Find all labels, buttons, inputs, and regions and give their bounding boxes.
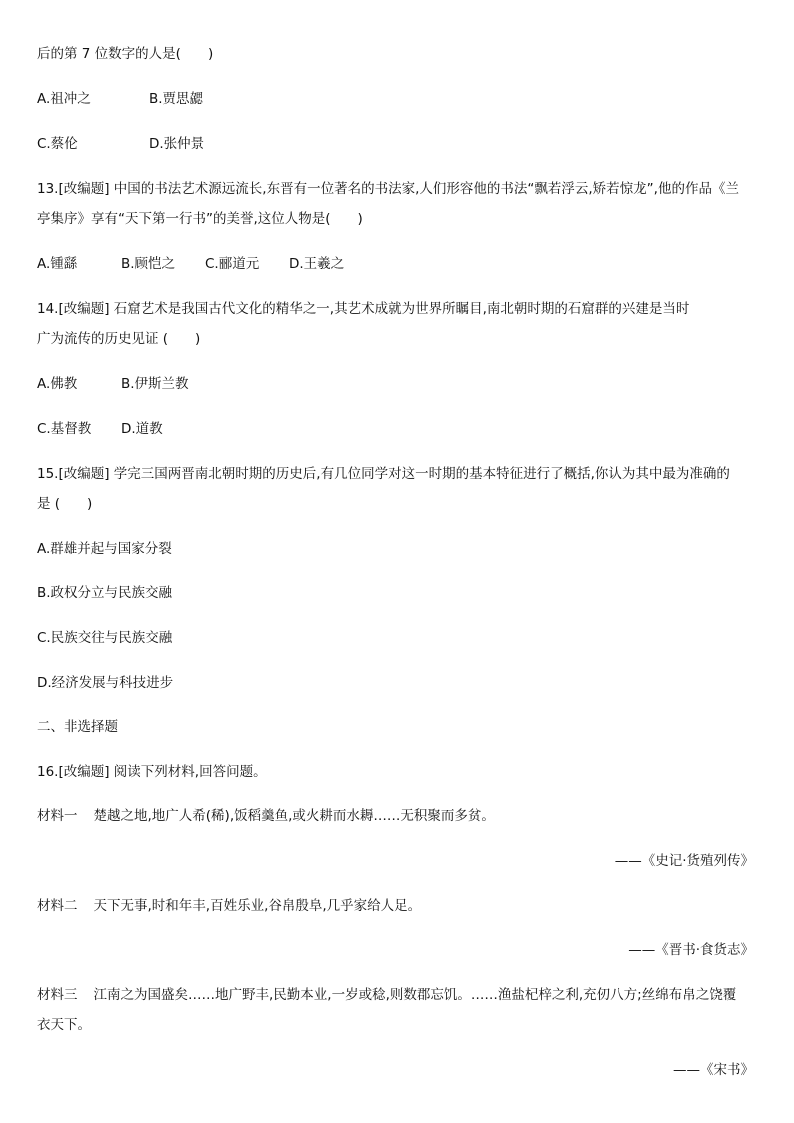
q15-stem-line1: 15.[改编题] 学完三国两晋南北朝时期的历史后,有几位同学对这一时期的基本特征进行了概括,你认为其中最为准确的 <box>37 466 730 482</box>
material-1 <box>37 807 495 825</box>
material-1-text: 楚越之地,地广人希(稀),饭稻羹鱼,或火耕而水耨……无积聚而多贫。 <box>93 808 495 824</box>
q15-option-b: B.政权分立与民族交融 <box>37 585 173 601</box>
material-2-text: 天下无事,时和年丰,百姓乐业,谷帛殷阜,几乎家给人足。 <box>93 898 422 914</box>
q13-stem-line2: 亭集序》享有“天下第一行书”的美誉,这位人物是( ) <box>37 211 363 227</box>
section-heading: 二、非选择题 <box>37 719 118 735</box>
material-3-text: 江南之为国盛矣……地广野丰,民勤本业,一岁或稔,则数郡忘饥。……渔盐杞梓之利,充仞八方;丝绵布帛之饶覆 <box>93 987 737 1003</box>
q14-option-b: B.伊斯兰教 <box>121 376 189 392</box>
q13-option-b: B.顾恺之 <box>121 256 176 272</box>
q15-stem-line2: 是 ( ) <box>37 496 93 512</box>
q13-option-a: A.锺繇 <box>37 256 78 272</box>
material-2-source: ——《晋书·食货志》 <box>628 942 754 958</box>
material-3-continuation: 衣天下。 <box>37 1017 91 1033</box>
q12-option-a: A.祖冲之 <box>37 91 91 107</box>
q12-option-b: B.贾思勰 <box>149 91 204 107</box>
material-1-source: ——《史记·货殖列传》 <box>614 853 754 869</box>
material-3-source: ——《宋书》 <box>673 1062 754 1078</box>
q12-stem-continuation: 后的第 7 位数字的人是( ) <box>37 46 214 62</box>
q12-option-c: C.蔡伦 <box>37 136 78 152</box>
q15-option-a: A.群雄并起与国家分裂 <box>37 541 172 557</box>
material-3-label: 材料三 <box>37 987 78 1003</box>
q14-option-a: A.佛教 <box>37 376 78 392</box>
q14-stem-line1: 14.[改编题] 石窟艺术是我国古代文化的精华之一,其艺术成就为世界所瞩目,南北朝时期的石窟群的兴建是当时 <box>37 301 690 317</box>
q13-stem-line1: 13.[改编题] 中国的书法艺术源远流长,东晋有一位著名的书法家,人们形容他的书法“飘若浮云,矫若惊龙”,他的作品《兰 <box>37 181 739 197</box>
q16-intro: 16.[改编题] 阅读下列材料,回答问题。 <box>37 764 267 780</box>
q15-option-c: C.民族交往与民族交融 <box>37 630 173 646</box>
q13-option-d: D.王羲之 <box>289 256 345 272</box>
q13-option-c: C.郦道元 <box>205 256 260 272</box>
q12-option-d: D.张仲景 <box>149 136 205 152</box>
q15-option-d: D.经济发展与科技进步 <box>37 675 174 691</box>
material-2-label: 材料二 <box>37 898 78 914</box>
q14-option-d: D.道教 <box>121 421 163 437</box>
q14-option-c: C.基督教 <box>37 421 92 437</box>
material-1-label: 材料一 <box>37 808 78 824</box>
material-2 <box>37 897 421 915</box>
q14-stem-line2: 广为流传的历史见证 ( ) <box>37 331 201 347</box>
material-3 <box>37 986 736 1004</box>
